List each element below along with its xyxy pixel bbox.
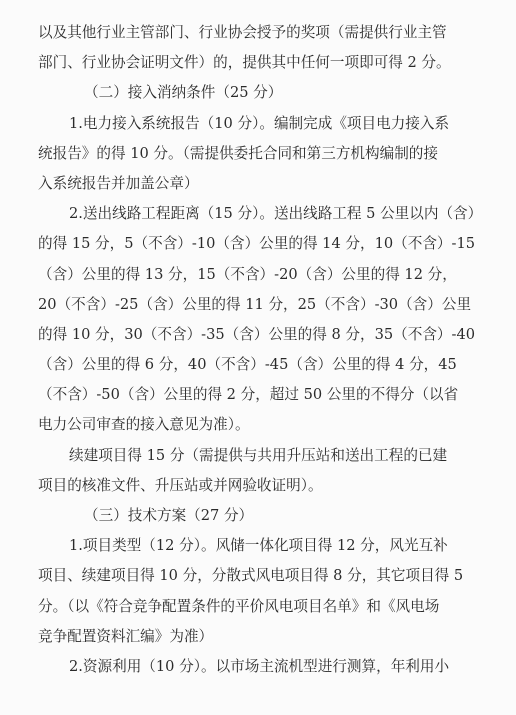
text-line: 的得 15 分，5（不含）-10（含）公里的得 14 分，10（不含）-15 <box>38 235 476 253</box>
text-line: 竞争配置资料汇编》为准） <box>38 627 214 645</box>
text-line: 统报告》的得 10 分。（需提供委托合同和第三方机构编制的接 <box>38 144 438 162</box>
text-line: 1.电力接入系统报告（10 分）。编制完成《项目电力接入系 <box>69 114 450 132</box>
text-line: 续建项目得 15 分（需提供与共用升压站和送出工程的已建 <box>69 446 448 464</box>
text-line: 项目的核准文件、升压站或并网验收证明）。 <box>38 476 323 494</box>
text-line: 电力公司审查的接入意见为准）。 <box>38 416 250 434</box>
text-line: 入系统报告并加盖公章） <box>38 174 199 192</box>
text-line: 项目、续建项目得 10 分，分散式风电项目得 8 分，其它项目得 5 <box>38 567 464 585</box>
text-line: 2.送出线路工程距离（15 分）。送出线路工程 5 公里以内（含） <box>69 205 483 223</box>
text-line: （含）公里的得 6 分，40（不含）-45（含）公里的得 4 分，45 <box>38 356 457 374</box>
text-line: 以及其他行业主管部门、行业协会授予的奖项（需提供行业主管 <box>38 24 447 41</box>
text-line: 20（不含）-25（含）公里的得 11 分，25（不含）-30（含）公里 <box>38 295 472 313</box>
text-line: 2.资源利用（10 分）。以市场主流机型进行测算，年利用小 <box>69 657 450 675</box>
section-heading: （二）接入消纳条件（25 分） <box>84 84 283 102</box>
text-line: （不含）-50（含）公里的得 2 分，超过 50 公里的不得分（以省 <box>38 386 459 404</box>
text-line: 分。（以《符合竞争配置条件的平价风电项目名单》和《风电场 <box>38 597 440 615</box>
text-line: 部门、行业协会证明文件）的，提供其中任何一项即可得 2 分。 <box>38 54 451 72</box>
section-heading: （三）技术方案（27 分） <box>84 507 254 524</box>
text-line: （含）公里的得 13 分，15（不含）-20（含）公里的得 12 分， <box>38 265 457 283</box>
text-line: 的得 10 分，30（不含）-35（含）公里的得 8 分，35（不含）-40 <box>38 325 476 343</box>
text-line: 1.项目类型（12 分）。风储一体化项目得 12 分，风光互补 <box>69 537 448 555</box>
